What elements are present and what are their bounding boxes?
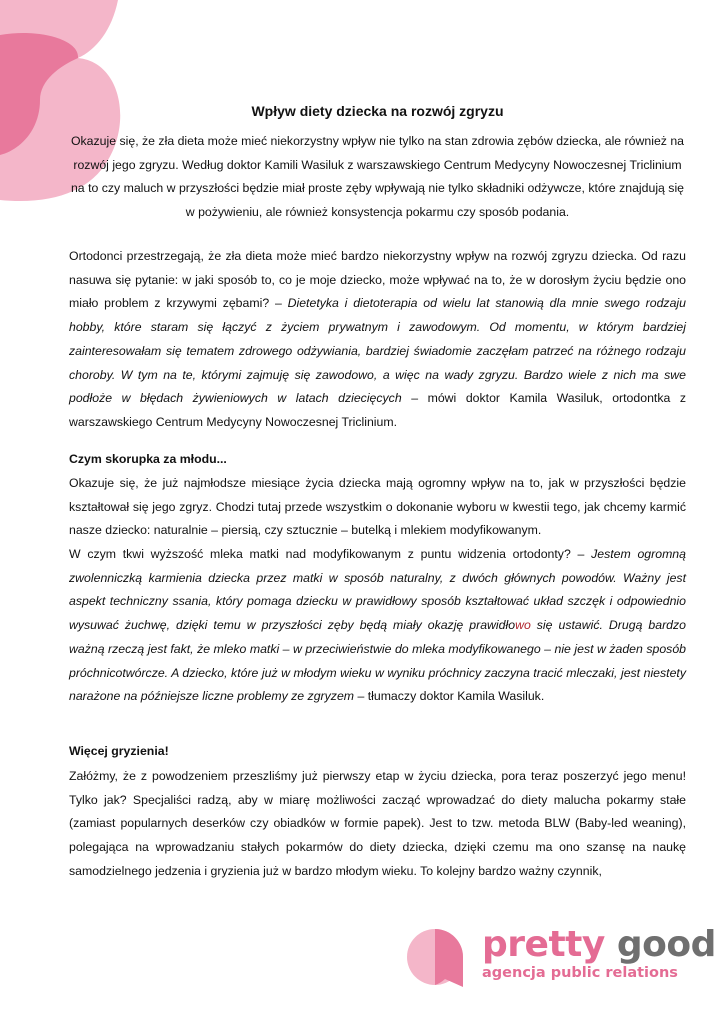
logo-word-pretty: pretty	[482, 924, 605, 965]
paragraph-2: Okazuje się, że już najmłodsze miesiące życia dziecka mają ogromny wpływ na to, jak w przyszłości będzie kształtował się jego zgryz. Chodzi tutaj przede wszystkim o dokonanie wyboru w kwestii tego, jak chcemy karmić nasze dziecko: naturalnie – piersią, czy sztucznie – butelką i mlekiem modyfikowanym.	[69, 476, 686, 538]
quote-text: Jestem ogromną zwolenniczką karmienia dziecka przez matki w sposób naturalny, z dwóch głównych powodów. Ważny jest aspekt techniczny ssania, który pomaga dziecku w prawidłowy sposób kształtować układ szczęk i odpowiednio wysuwać żuchwę, dzięki temu w przyszłości zęby będą miały okazję prawidło	[69, 547, 686, 633]
paragraph-1	[69, 245, 686, 435]
paragraph-text: W czym tkwi wyższość mleka matki nad modyfikowanym z puntu widzenia ortodonty? –	[69, 547, 592, 561]
pretty-good-logo	[405, 924, 716, 995]
paragraph-3	[69, 543, 686, 709]
logo-mark-icon	[405, 927, 477, 991]
highlighted-text: wo	[515, 618, 531, 633]
paragraph-4: Załóżmy, że z powodzeniem przeszliśmy już pierwszy etap w życiu dziecka, pora teraz poszerzyć jego menu! Tylko jak? Specjaliści radzą, aby w miarę możliwości zacząć wprowadzać do diety malucha pokarmy stałe (zamiast popularnych deserków czy obiadków w formie papek). Jest to tzw. metoda BLW (Baby-led weaning), polegająca na wprowadzaniu stałych pokarmów do diety dziecka, dzięki czemu ma ono szansę na naukę samodzielnego jedzenia i gryzienia już w bardzo młodym wieku. To kolejny bardzo ważny czynnik,	[69, 769, 686, 878]
paragraph-text: – mówi doktor Kamila Wasiluk, ortodontka z warszawskiego Centrum Medycyny Nowoczesnej Triclinium.	[69, 391, 686, 429]
logo-tagline: agencja public relations	[482, 965, 678, 981]
lead-paragraph: Okazuje się, że zła dieta może mieć niekorzystny wpływ nie tylko na stan zdrowia zębów dziecka, ale również na rozwój jego zgryzu. Według doktor Kamili Wasiluk z warszawskiego Centrum Medycyny Nowoczesnej Triclinium na to czy maluch w przyszłości będzie miał proste zęby wpływają nie tylko składniki odżywcze, które znajdują się w pożywieniu, ale również konsystencja pokarmu czy sposób podania.	[70, 134, 685, 220]
quote-text: się ustawić. Drugą bardzo ważną rzeczą jest fakt, że mleko matki – w przeciwieństwie do mleka modyfikowanego – nie jest w żaden sposób próchnicotwórcze. A dziecko, które już w młodym wieku w wyniku próchnicy zaczyna tracić mleczaki, jest niestety narażone na późniejsze liczne problemy ze zgryzem	[69, 618, 686, 704]
page-title: Wpływ diety dziecka na rozwój zgryzu	[251, 103, 504, 119]
paragraph-text: Ortodonci przestrzegają, że zła dieta może mieć bardzo niekorzystny wpływ na rozwój zgryzu dziecka. Od razu nasuwa się pytanie: w jaki sposób to, co je moje dziecko, może wpływać na to, że w dorosłym życiu będzie ono miało problem z krzywymi zębami? –	[69, 249, 686, 311]
quote-text: Dietetyka i dietoterapia od wielu lat stanowią dla mnie swego rodzaju hobby, które staram się łączyć z życiem prywatnym i zawodowym. Od momentu, w którym bardziej zainteresowałam się tematem zdrowego odżywiania, bardziej świadomie zaczęłam patrzeć na różnego rodzaju choroby. W tym na te, którymi zajmuję się zawodowo, a więc na wady zgryzu. Bardzo wiele z nich ma swe podłoże w błędach żywieniowych w latach dziecięcych	[69, 296, 686, 406]
section-heading-2: Więcej gryzienia!	[69, 744, 169, 758]
paragraph-text: – tłumaczy doktor Kamila Wasiluk.	[354, 689, 545, 704]
section-heading-1: Czym skorupka za młodu...	[69, 452, 227, 466]
logo-word-good: good	[616, 924, 716, 965]
